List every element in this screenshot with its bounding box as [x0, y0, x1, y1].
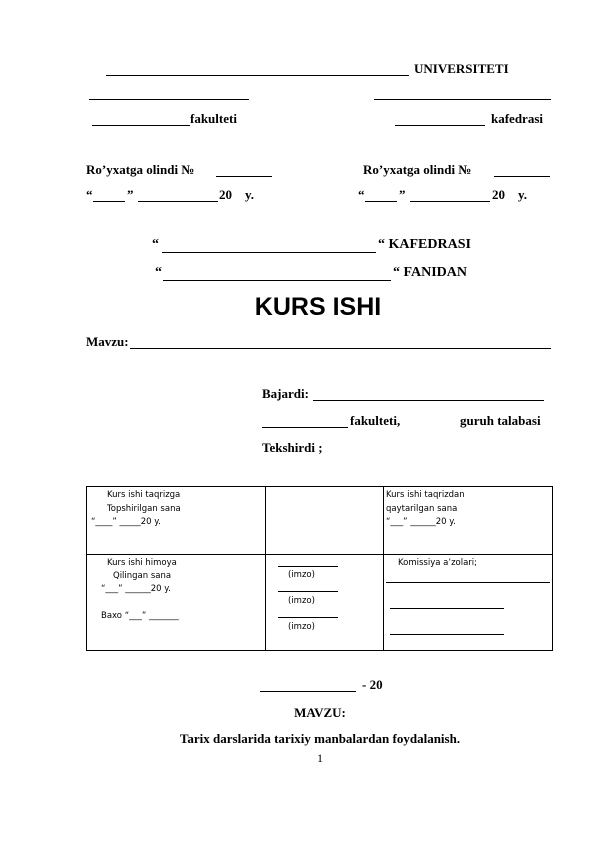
submitted-line1: Kurs ishi taqrizga	[107, 490, 181, 500]
performer-group-label: guruh talabasi	[460, 413, 541, 428]
submitted-for-review-cell	[87, 487, 266, 555]
defense-line1: Kurs ishi himoya	[107, 558, 177, 568]
topic-blank-line	[130, 348, 551, 349]
registration-right-year-suffix: y.	[518, 187, 528, 202]
defense-line2: Qilingan sana	[113, 571, 172, 581]
commission-label: Komissiya a’zolari;	[398, 558, 478, 568]
returned-date: “___” ______20 y.	[386, 517, 456, 527]
university-label: UNIVERSITETI	[414, 61, 509, 76]
registration-left-year-suffix: y.	[245, 187, 255, 202]
registration-right-date-open: “	[358, 187, 365, 202]
registration-left-year: 20	[219, 187, 232, 202]
city-blank-line	[260, 691, 356, 692]
performer-faculty-label: fakulteti,	[350, 413, 401, 428]
returned-line1: Kurs ishi taqrizdan	[386, 490, 465, 500]
registration-right-year: 20	[492, 187, 505, 202]
registration-right-number-line	[494, 176, 550, 177]
signatures-cell	[266, 555, 384, 651]
commission-members-cell	[384, 555, 553, 651]
subject-line-label: “ FANIDAN	[393, 265, 468, 280]
signature-line-2	[278, 591, 338, 592]
returned-from-review-cell	[384, 487, 553, 555]
registration-right-month-line	[410, 201, 490, 202]
returned-line2: qaytarilgan sana	[386, 504, 458, 514]
registration-left-number-line	[216, 176, 272, 177]
registration-right-day-line	[365, 201, 397, 202]
registration-left-date-open: “	[86, 187, 93, 202]
topic-text: Tarix darslarida tarixiy manbalardan foydalanish.	[179, 731, 461, 746]
defense-date: “___” ______20 y.	[101, 584, 171, 594]
review-table	[86, 486, 553, 651]
done-by-blank-line	[313, 400, 544, 401]
defense-grade: Baxo “___” _______	[101, 611, 179, 621]
topic-label: Mavzu:	[86, 334, 129, 349]
signature-line-3	[278, 617, 338, 618]
faculty-name-line	[92, 125, 190, 126]
mavzu-label: MAVZU:	[294, 705, 346, 720]
registration-right-label: Ro’yxatga olindi №	[363, 162, 472, 177]
registration-left-day-line	[93, 201, 125, 202]
registration-left-date-close: ”	[127, 187, 134, 202]
defense-date-cell	[87, 555, 266, 651]
year-suffix: - 20	[362, 677, 383, 692]
signature-caption-1: (imzo)	[288, 570, 315, 580]
commission-member-line-1	[386, 582, 550, 583]
submitted-line2: Topshirilgan sana	[107, 504, 181, 514]
registration-left-label: Ro’yxatga olindi №	[86, 162, 195, 177]
done-by-label: Bajardi:	[262, 386, 309, 401]
signature-line-1	[278, 566, 338, 567]
department-blank-line	[162, 252, 376, 253]
university-name-line	[106, 75, 409, 76]
department-name-line	[395, 125, 485, 126]
registration-left-month-line	[138, 201, 218, 202]
performer-faculty-line	[262, 427, 348, 428]
header-blank-left	[89, 99, 249, 100]
subject-line-open: “	[155, 265, 162, 280]
header-blank-right	[374, 99, 551, 100]
page-number: 1	[317, 751, 323, 765]
commission-member-line-2	[390, 608, 504, 609]
faculty-label: fakulteti	[190, 111, 237, 126]
signature-caption-3: (imzo)	[288, 622, 315, 632]
document-title: KURS ISHI	[254, 293, 382, 321]
review-empty-cell	[266, 487, 384, 555]
registration-right-date-close: ”	[399, 187, 406, 202]
department-line-label: “ KAFEDRASI	[378, 237, 471, 252]
checked-by-label: Tekshirdi ;	[262, 440, 323, 455]
subject-blank-line	[163, 280, 391, 281]
department-label: kafedrasi	[491, 111, 543, 126]
submitted-date: “____” _____20 y.	[91, 517, 161, 527]
department-line-open: “	[152, 237, 159, 252]
commission-member-line-3	[390, 634, 504, 635]
signature-caption-2: (imzo)	[288, 596, 315, 606]
